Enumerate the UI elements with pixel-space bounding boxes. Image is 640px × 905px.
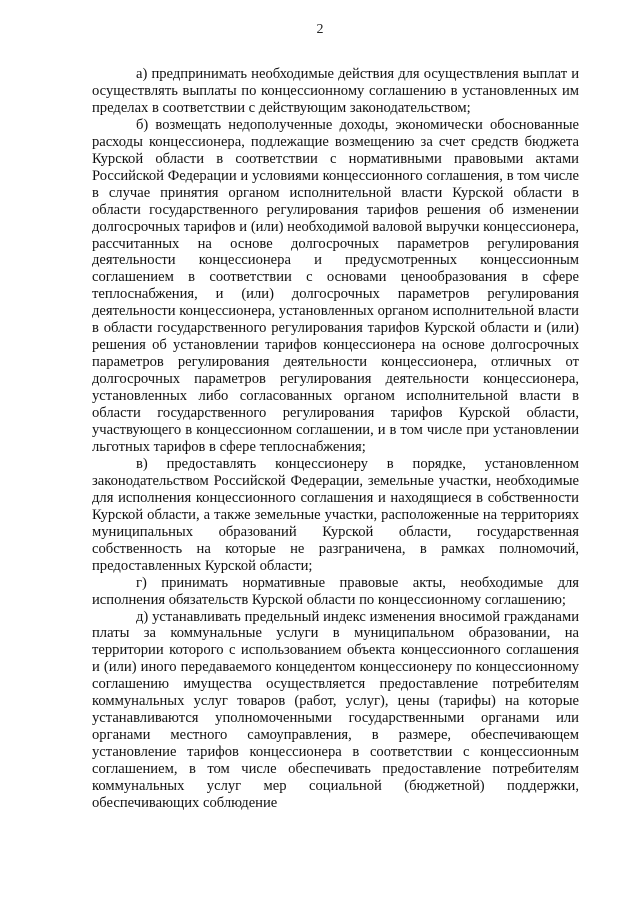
paragraph-a: а) предпринимать необходимые действия для осуществления выплат и осуществлять выплаты по концессионному соглашению в установленных им пределах в соответствии с действующим законодательством;	[92, 66, 579, 116]
document-body	[92, 66, 579, 812]
paragraph-d: д) устанавливать предельный индекс изменения вносимой гражданами платы за коммунальные услуги в муниципальном образовании, на территории которого с использованием объекта концессионного соглашения и (или) иного передаваемого концедентом концессионеру по концессионному соглашению имущества осуществляется предоставление потребителям коммунальных услуг товаров (работ, услуг), цены (тарифы) на которые устанавливаются уполномоченными государственными органами или органами местного самоуправления, в размере, обеспечивающем установление тарифов концессионера в соответствии с концессионным соглашением, в том числе обеспечивать предоставление потребителям коммунальных услуг мер социальной (бюджетной) поддержки, обеспечивающих соблюдение	[92, 608, 579, 811]
page-number: 2	[316, 22, 324, 37]
paragraph-g: г) принимать нормативные правовые акты, необходимые для исполнения обязательств Курской области по концессионному соглашению;	[92, 574, 579, 608]
paragraph-v: в) предоставлять концессионеру в порядке, установленном законодательством Российской Федерации, земельные участки, необходимые для исполнения концессионного соглашения и находящиеся в собственности Курской области, а также земельные участки, расположенные на территориях муниципальных образований Курской области, государственная собственность на которые не разграничена, в рамках полномочий, предоставленных Курской области;	[92, 455, 579, 574]
paragraph-b: б) возмещать недополученные доходы, экономически обоснованные расходы концессионера, подлежащие возмещению за счет средств бюджета Курской области в соответствии с нормативными правовыми актами Российской Федерации и условиями концессионного соглашения, в том числе в случае принятия органом исполнительной власти Курской области в области государственного регулирования тарифов решения об изменении долгосрочных тарифов и (или) необходимой валовой выручки концессионера, рассчитанных на основе долгосрочных параметров регулирования деятельности концессионера и предусмотренных концессионным соглашением в соответствии с основами ценообразования в сфере теплоснабжения, и (или) долгосрочных параметров регулирования деятельности концессионера, установленных органом исполнительной власти в области государственного регулирования тарифов Курской области и (или) решения об установлении тарифов концессионера на основе долгосрочных параметров регулирования деятельности концессионера, отличных от долгосрочных параметров регулирования деятельности концессионера, установленных либо согласованных органом исполнительной власти в области государственного регулирования тарифов Курской области, участвующего в концессионном соглашении, и в том числе при установлении льготных тарифов в сфере теплоснабжения;	[92, 116, 579, 455]
